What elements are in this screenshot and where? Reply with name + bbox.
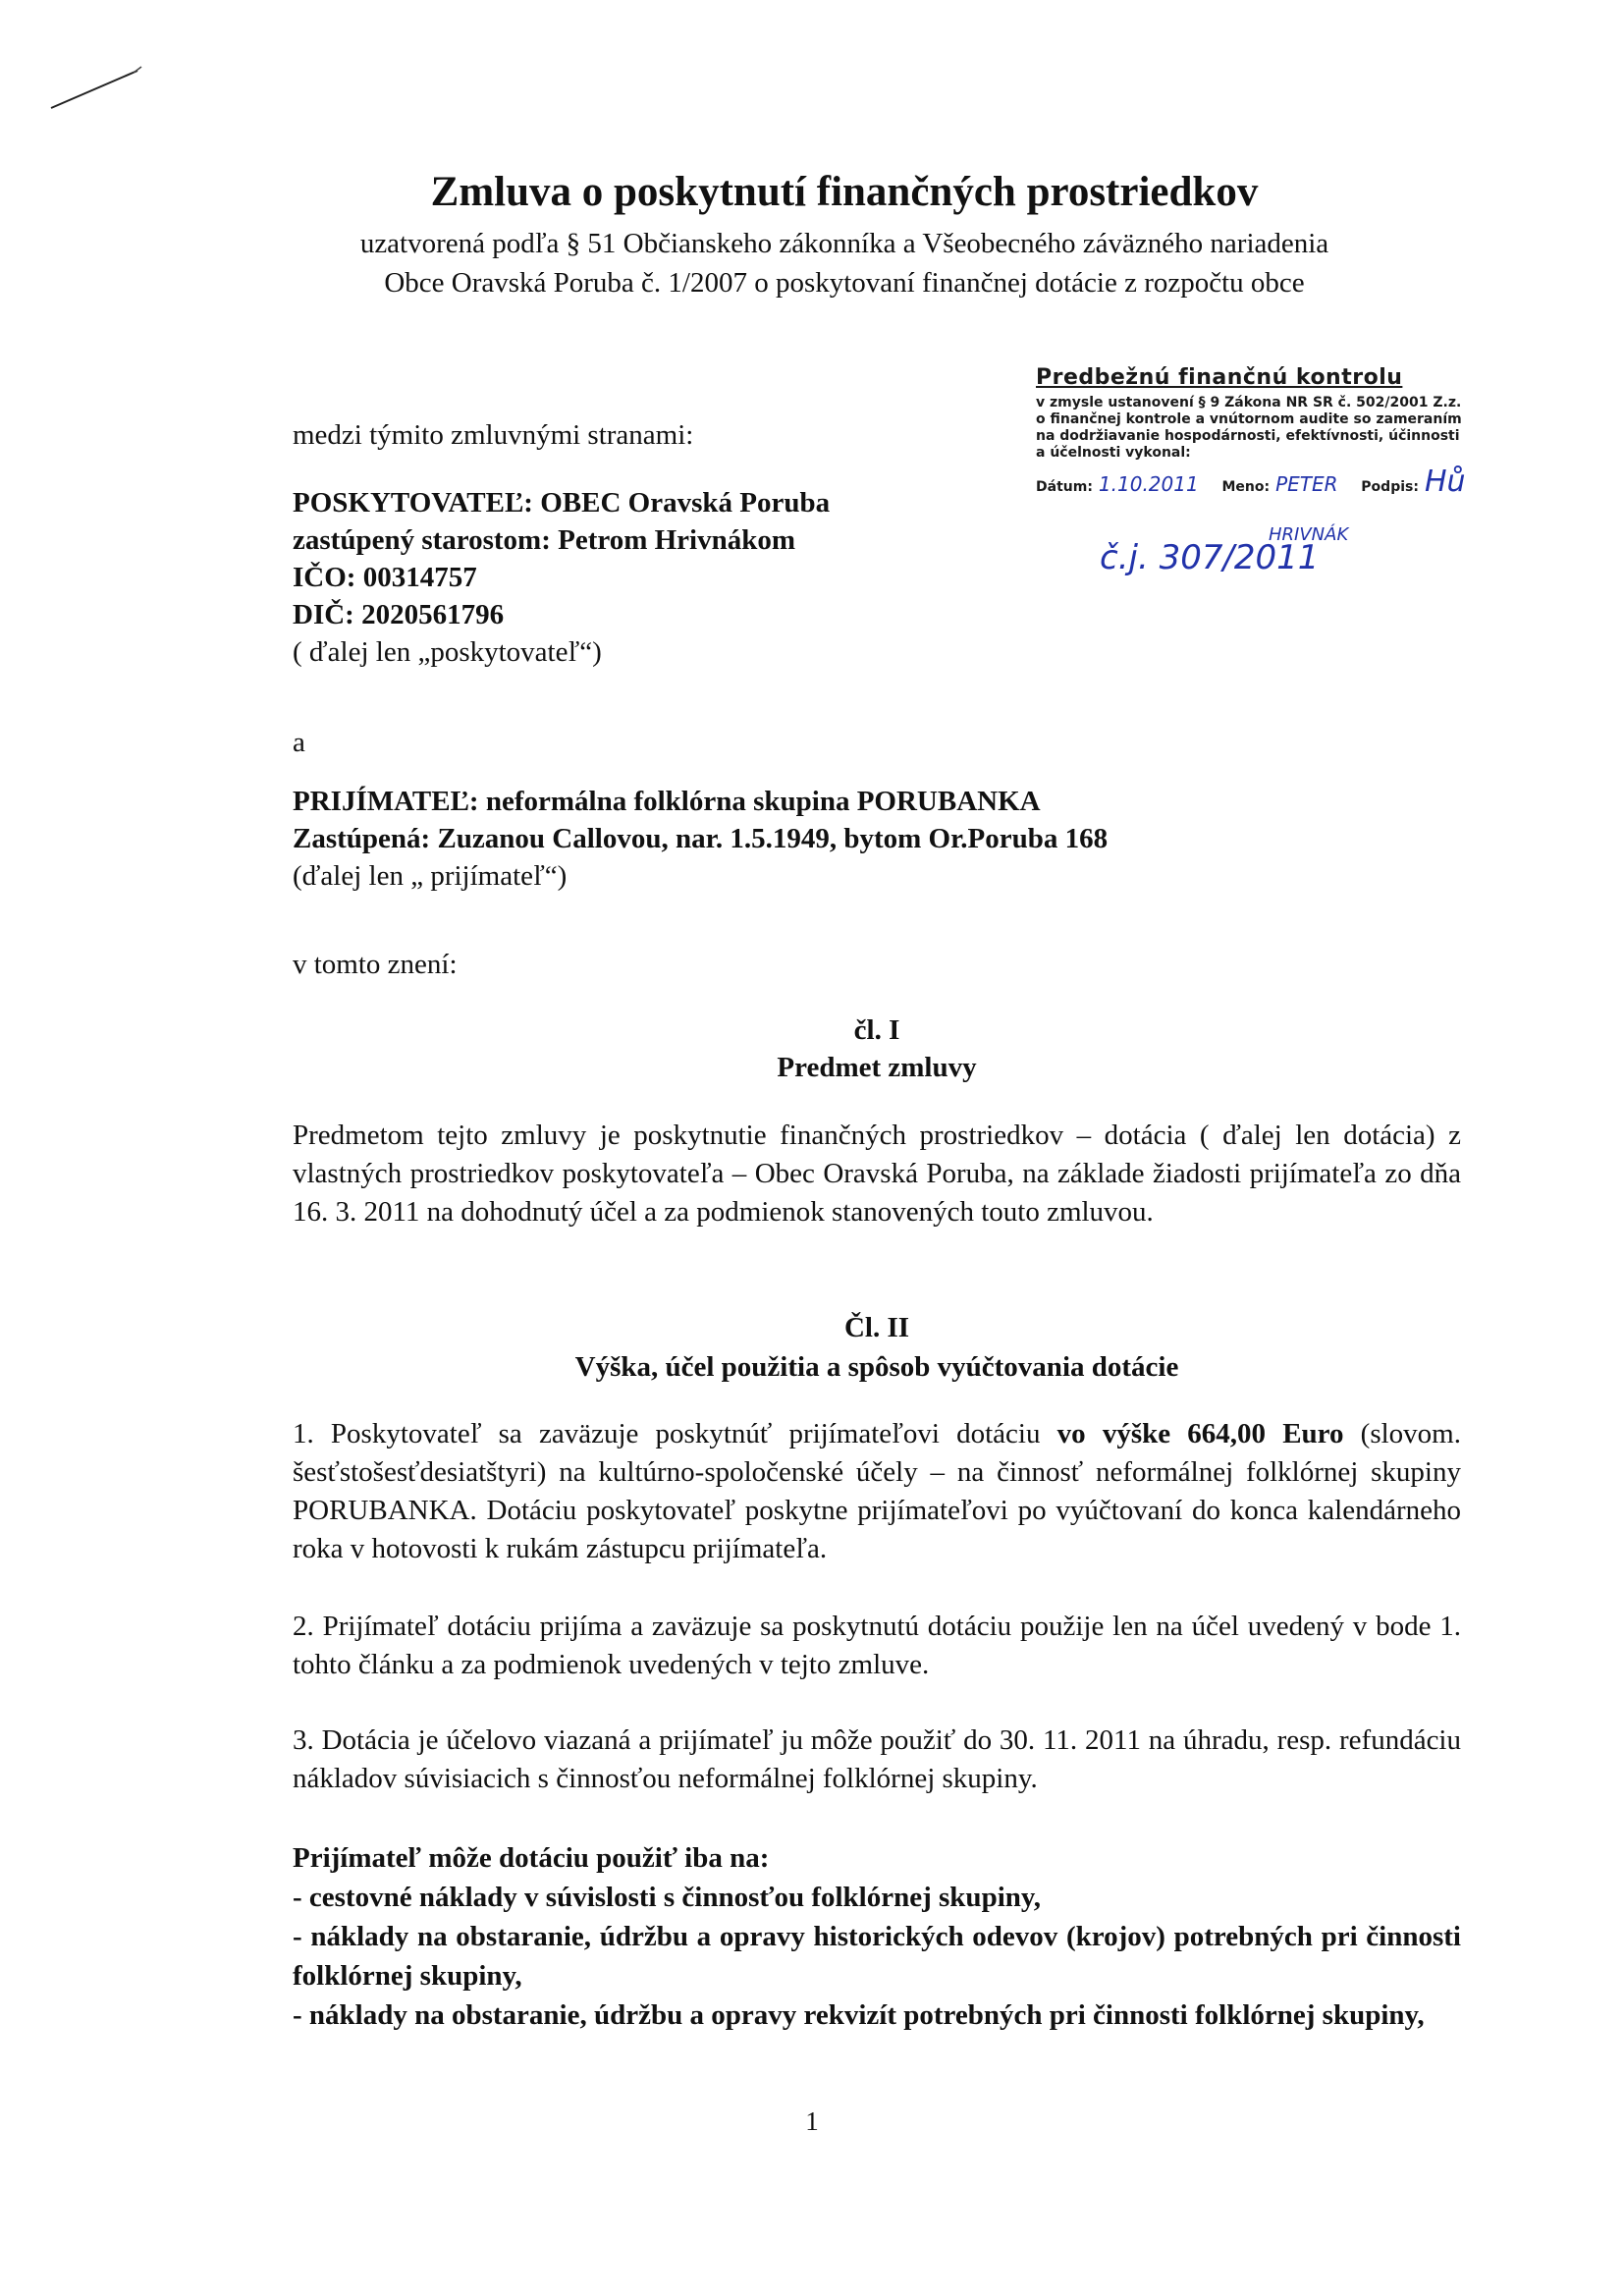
article-1-text: Predmetom tejto zmluvy je poskytnutie finančných prostriedkov – dotácia ( ďalej len dotácia) z vlastných prostriedkov poskytovateľa – Obec Oravská Poruba, na základe žiadosti prijímateľa zo dňa 16. 3. 2011 na dohodnutý účel a za podmienok stanovených touto zmluvou. <box>293 1120 1461 1228</box>
stamp-line: o finančnej kontrole a vnútornom audite so zameraním <box>1036 411 1462 427</box>
paragraph-number: 2. <box>293 1611 314 1642</box>
usage-heading: Prijímateľ môže dotáciu použiť iba na: <box>293 1842 770 1874</box>
provider-ico: IČO: 00314757 <box>293 562 477 593</box>
article-1-number: čl. I <box>853 1014 900 1046</box>
article-2-paragraph-2 <box>293 1608 1461 1684</box>
conjunction-and: a <box>293 727 305 758</box>
paragraph-text: Dotácia je účelovo viazaná a prijímateľ ju môže použiť do 30. 11. 2011 na úhradu, resp. refundáciu nákladov súvisiacich s činnosťou neformálnej folklórnej skupiny. <box>293 1724 1461 1794</box>
paragraph-number: 3. <box>293 1724 314 1756</box>
stamp-name-label: Meno: <box>1221 479 1271 495</box>
paragraph-number: 1. <box>293 1418 314 1449</box>
provider-name: POSKYTOVATEĽ: OBEC Oravská Poruba <box>293 487 831 519</box>
paragraph-text: Poskytovateľ sa zaväzuje poskytnúť prijímateľovi dotáciu <box>313 1418 1057 1449</box>
in-wording: v tomto znení: <box>293 949 458 980</box>
subsidy-amount: vo výške 664,00 Euro <box>1056 1418 1344 1449</box>
stamp-name-value: PETER <box>1275 472 1338 496</box>
document-subtitle-line-1: uzatvorená podľa § 51 Občianskeho zákonníka a Všeobecného záväzného nariadenia <box>359 228 1329 259</box>
stamp-line: v zmysle ustanovení § 9 Zákona NR SR č. 502/2001 Z.z. <box>1036 395 1462 410</box>
document-title: Zmluva o poskytnutí finančných prostriedkov <box>430 169 1259 215</box>
scan-pen-mark <box>47 65 145 114</box>
document-subtitle-line-2: Obce Oravská Poruba č. 1/2007 o poskytovaní finančnej dotácie z rozpočtu obce <box>384 267 1305 299</box>
usage-list <box>293 1838 1461 2035</box>
recipient-representative: Zastúpená: Zuzanou Callovou, nar. 1.5.1949, bytom Or.Poruba 168 <box>293 823 1109 854</box>
document-header <box>245 167 1443 302</box>
article-2-number: Čl. II <box>843 1312 910 1343</box>
article-2-paragraph-1 <box>293 1415 1461 1568</box>
recipient-name: PRIJÍMATEĽ: neformálna folklórna skupina PORUBANKA <box>293 786 1041 817</box>
stamp-signature: Hů <box>1424 465 1466 499</box>
provider-alias: ( ďalej len „poskytovateľ“) <box>293 636 602 668</box>
article-2-heading: Výška, účel použitia a spôsob vyúčtovania dotácie <box>574 1351 1179 1383</box>
provider-dic: DIČ: 2020561796 <box>293 599 505 630</box>
provider-block <box>293 484 1461 633</box>
stamp-name-value-surname: HRIVNÁK <box>1269 524 1349 545</box>
stamp-line: a účelnosti vykonal: <box>1036 445 1191 461</box>
stamp-line: na dodržiavanie hospodárnosti, efektívnosti, účinnosti <box>1036 428 1460 444</box>
paragraph-text: Prijímateľ dotáciu prijíma a zaväzuje sa poskytnutú dotáciu použije len na účel uvedený v bode 1. tohto článku a za podmienok uvedených v tejto zmluve. <box>293 1611 1461 1680</box>
recipient-alias: (ďalej len „ prijímateľ“) <box>293 860 568 892</box>
article-1-heading: Predmet zmluvy <box>777 1052 977 1083</box>
page-number: 1 <box>805 2106 819 2136</box>
stamp-date-value: 1.10.2011 <box>1098 472 1199 496</box>
stamp-date-label: Dátum: <box>1036 479 1093 495</box>
stamp-title: Predbežnú finančnú kontrolu <box>1036 365 1403 390</box>
article-2-paragraph-3 <box>293 1722 1461 1798</box>
paragraph-text: (slovom. šesťstošesťdesiatštyri) na kultúrno-spoločenské účely – na činnosť neformálnej folklórnej skupiny PORUBANKA. Dotáciu poskytovateľ poskytne prijímateľovi po vyúčtovaní do konca kalendárneho roka v hotovosti k rukám zástupcu prijímateľa. <box>293 1418 1461 1564</box>
recipient-block <box>293 783 1461 857</box>
stamp-signature-label: Podpis: <box>1361 479 1419 495</box>
usage-item: - cestovné náklady v súvislosti s činnosťou folklórnej skupiny, <box>293 1882 1042 1913</box>
stamp-reference-number: č.j. 307/2011 <box>1100 538 1320 577</box>
provider-representative: zastúpený starostom: Petrom Hrivnákom <box>293 524 796 556</box>
parties-intro: medzi týmito zmluvnými stranami: <box>293 419 694 451</box>
usage-item: - náklady na obstaranie, údržbu a opravy rekvizít potrebných pri činnosti folklórnej skupiny, <box>293 1999 1425 2031</box>
usage-item: - náklady na obstaranie, údržbu a opravy historických odevov (krojov) potrebných pri činnosti folklórnej skupiny, <box>293 1921 1461 1992</box>
